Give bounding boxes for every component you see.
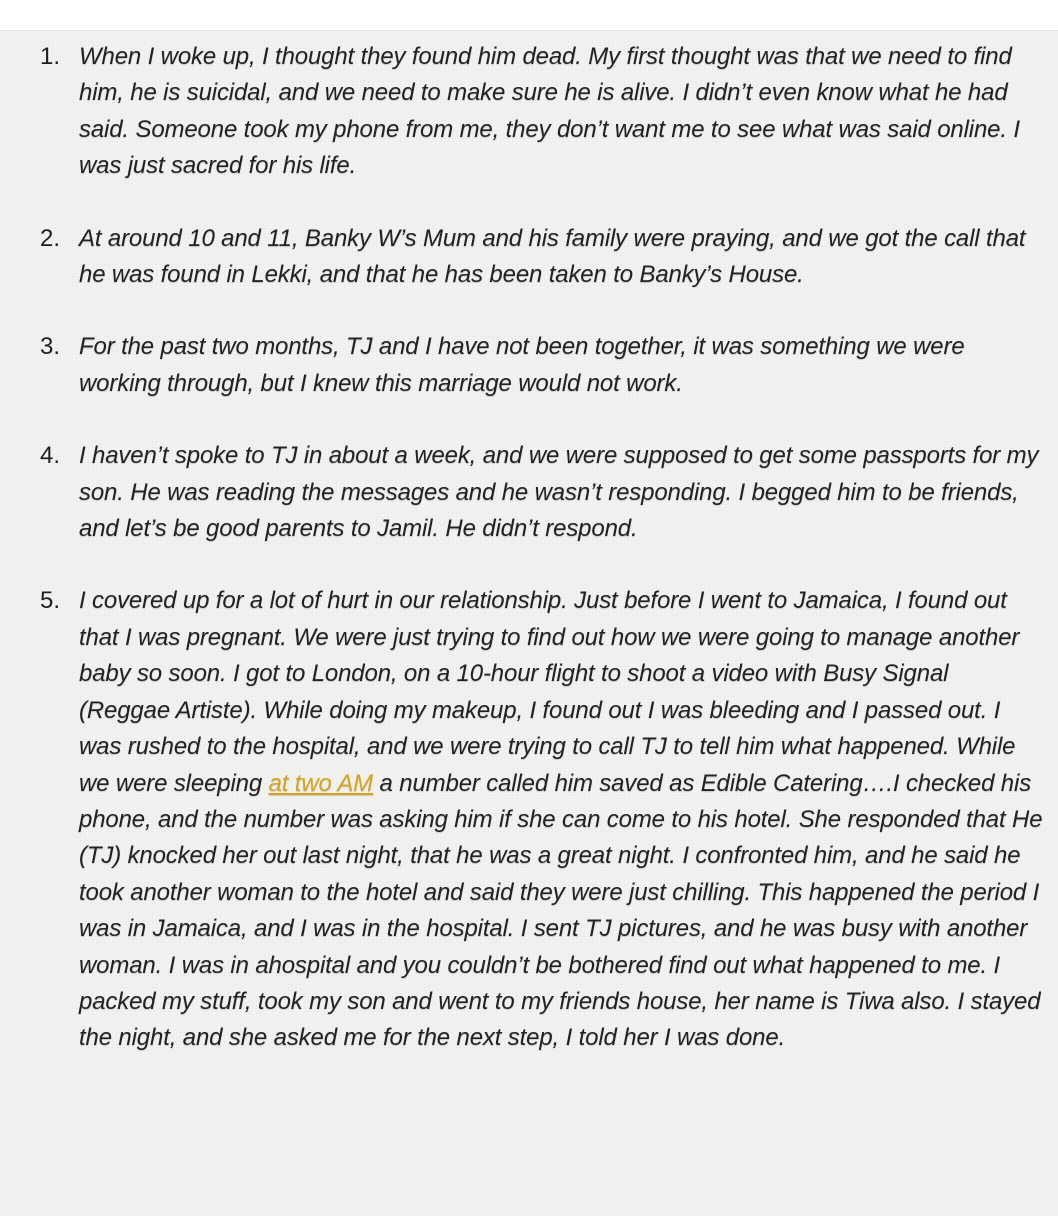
list-item-number: 1. (40, 43, 61, 70)
list-item-2 (0, 221, 1058, 294)
top-bar (0, 0, 1058, 31)
time-link[interactable]: at two AM (268, 769, 374, 797)
list-item-number: 4. (40, 442, 61, 470)
list-item-text: When I woke up, I thought they found him dead. My first thought was that we need to find him, he is suicidal, and we need to make sure he is alive. I didn’t even know what he had said. Someone took my phone from me, they don’t want me to see what was said online. I was just sacred for his life. (79, 43, 1020, 180)
list-item-5 (0, 583, 1058, 1056)
list-item-number: 3. (40, 333, 61, 361)
note-page (0, 31, 1058, 1216)
list-item-text: For the past two months, TJ and I have not been together, it was something we were working through, but I knew this marriage would not work. (79, 333, 965, 397)
list-item-4 (0, 438, 1058, 547)
list-item-text-before-link: I covered up for a lot of hurt in our relationship. Just before I went to Jamaica, I found out that I was pregnant. We were just trying to find out how we were going to manage another baby so soon. I got to London, on a 10-hour flight to shoot a video with Busy Signal (Reggae Artiste). While doing my makeup, I found out I was bleeding and I passed out. I was rushed to the hospital, and we were trying to call TJ to tell him what happened. While we were sleeping (79, 587, 1020, 797)
list-item-1 (0, 39, 1058, 185)
list-item-number: 2. (40, 224, 61, 252)
list-item-text: I haven’t spoke to TJ in about a week, and we were supposed to get some passports for my son. He was reading the messages and he wasn’t responding. I begged him to be friends, and let’s be good parents to Jamil. He didn’t respond. (79, 442, 1039, 543)
numbered-list (0, 39, 1058, 1093)
list-item-number: 5. (40, 587, 61, 615)
list-item-3 (0, 329, 1058, 402)
list-item-text-after-link: a number called him saved as Edible Catering….I checked his phone, and the number was asking him if she can come to his hotel. She responded that He (TJ) knocked her out last night, that he was a great night. I confronted him, and he said he took another woman to the hotel and said they were just chilling. This happened the period I was in Jamaica, and I was in the hospital. I sent TJ pictures, and he was busy with another woman. I was in ahospital and you couldn’t be bothered find out what happened to me. I packed my stuff, took my son and went to my friends house, her name is Tiwa also. I stayed the night, and she asked me for the next step, I told her I was done. (79, 769, 1043, 1052)
list-item-text: At around 10 and 11, Banky W’s Mum and his family were praying, and we got the call that he was found in Lekki, and that he has been taken to Banky’s House. (79, 224, 1026, 289)
list-item-text (79, 583, 1044, 1056)
